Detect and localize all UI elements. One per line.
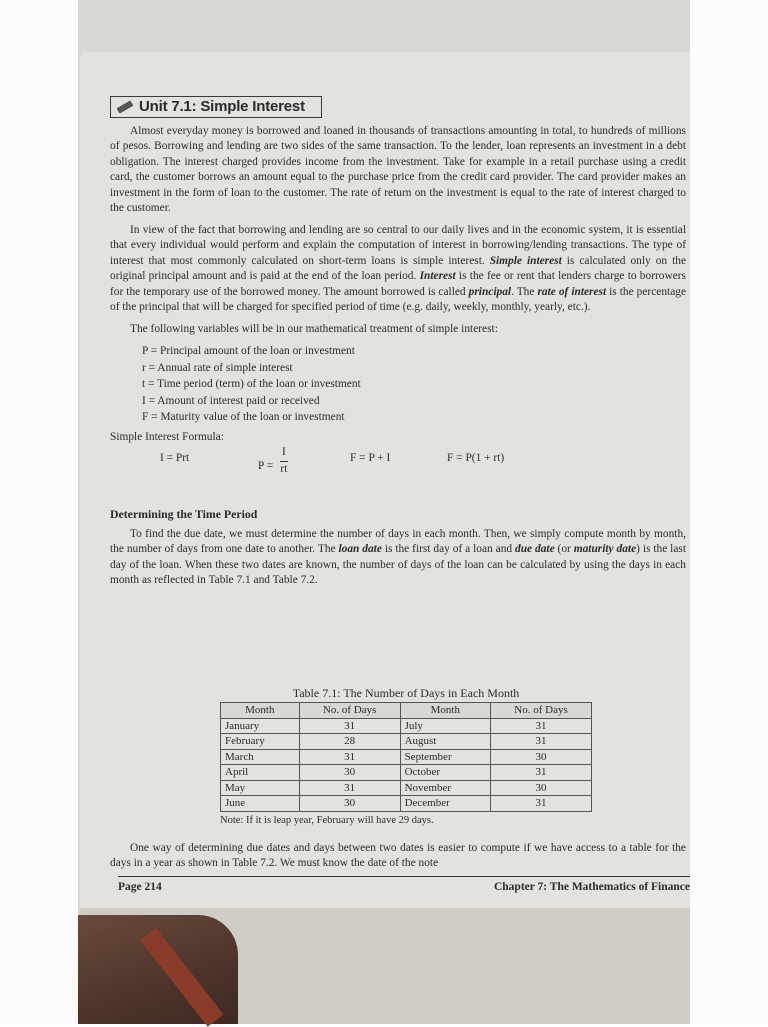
table-note: Note: If it is leap year, February will have 29 days. (220, 815, 434, 826)
col-days: No. of Days (299, 703, 400, 719)
table-row (221, 765, 592, 781)
time-period-paragraph: To find the due date, we must determine the number of days in each month. Then, we simply compute month by month, the number of days from one date to another. The loan date is the first day of a loan and due date (or maturity date) is the last day of the loan. When these two dates are known, the number of days of the loan can be calculated by using the days in each month as reflected in Table 7.1 and Table 7.2. (110, 527, 686, 586)
page-number: Page 214 (118, 881, 162, 893)
table-caption: Table 7.1: The Number of Days in Each Month (292, 686, 520, 700)
table-cell: 28 (299, 734, 400, 750)
table-cell: August (400, 734, 491, 750)
fraction-numerator: I (280, 445, 288, 462)
table-container (110, 676, 592, 816)
closing-paragraph: One way of determining due dates and days between two dates is easier to compute if we have access to a table for the days in a year as shown in Table 7.2. We must know the date of the note (110, 841, 686, 869)
table-row (221, 749, 592, 765)
table-cell: February (221, 734, 300, 750)
term-simple-interest: Simple interest (489, 254, 562, 267)
table-cell: October (400, 765, 491, 781)
definition-paragraph: In view of the fact that borrowing and lending are so central to our daily lives and in the economic system, it is essential that every individual would perform and explain the computation of interest in borrowing/lending transactions. The type of interest that most commonly calculated on short-term loans is simple interest. Simple interest is calculated only on the original principal amount and is paid at the end of the loan period. Interest is the fee or rent that lenders charge to borrowers for the temporary use of the borrowed money. The amount borrowed is called principal. The rate of interest is the percentage of the principal that will be charged for specified period of time (e.g. daily, weekly, monthly, yearly, etc.). (110, 223, 687, 313)
term-loan-date: loan date (338, 543, 382, 555)
table-cell: 30 (299, 796, 400, 812)
term-interest: Interest (419, 270, 456, 282)
table-cell: September (400, 749, 491, 765)
formula-maturity-sum: F = P + I (350, 452, 391, 464)
table-cell: March (221, 749, 300, 765)
col-days: No. of Days (491, 703, 592, 719)
table-cell: 30 (491, 749, 592, 765)
table-cell: April (221, 765, 300, 781)
formula-principal-lhs: P = (258, 460, 274, 472)
formula-interest: I = Prt (160, 452, 190, 464)
formula-principal-fraction (280, 445, 288, 477)
table-cell: May (221, 780, 300, 796)
formula-label: Simple Interest Formula: (110, 430, 224, 443)
left-background (0, 0, 78, 1024)
table-cell: 31 (491, 734, 592, 750)
table-cell: 31 (491, 796, 592, 812)
term-maturity-date: maturity date (573, 543, 637, 555)
term-rate-of-interest: rate of interest (537, 285, 607, 298)
formulas (110, 445, 686, 489)
section-title: Determining the Time Period (110, 507, 258, 521)
variables-intro: The following variables will be in our mathematical treatment of simple interest: (130, 322, 498, 335)
intro-paragraph: Almost everyday money is borrowed and loaned in thousands of transactions amounting in total, to hundreds of millions of pesos. Borrowing and lending are two sides of the same transaction. To the lender, loan represents an investment in a debt obligation. The interest charged provides income from the investment. Take for example in a retail purchase using a credit card, the customer borrows an amount equal to the purchase price from the credit card provider. The card provider makes an investment in the form of loan to the customer. The rate of return on the investment is equal to the rate of interest charged to the customer. (110, 124, 686, 214)
days-table-wrap (220, 686, 592, 812)
variables-list (142, 343, 686, 426)
table-cell: 30 (299, 765, 400, 781)
bottom-text (110, 812, 686, 878)
variable-item: I = Amount of interest paid or received (142, 394, 320, 407)
fraction-denominator: rt (280, 462, 288, 475)
formula-maturity-product: F = P(1 + rt) (447, 452, 505, 464)
variable-item: r = Annual rate of simple interest (142, 361, 293, 374)
table-cell: 31 (299, 718, 400, 734)
page-footer (118, 876, 690, 893)
pencil-icon (117, 100, 134, 113)
table-row (221, 734, 592, 750)
unit-title: Unit 7.1: Simple Interest (139, 98, 305, 115)
term-due-date: due date (515, 543, 555, 555)
table-cell: 31 (491, 765, 592, 781)
table-row (221, 796, 592, 812)
table-cell: January (221, 718, 300, 734)
table-header-row (221, 703, 592, 719)
right-background (688, 0, 768, 1024)
table-cell: December (400, 796, 491, 812)
days-table (220, 702, 592, 812)
table-cell: 31 (299, 749, 400, 765)
page-content (110, 96, 686, 595)
table-cell: 30 (491, 780, 592, 796)
col-month: Month (400, 703, 491, 719)
variable-item: t = Time period (term) of the loan or investment (142, 378, 361, 390)
unit-heading (110, 96, 322, 118)
table-row (221, 718, 592, 734)
variable-item: P = Principal amount of the loan or investment (142, 345, 355, 357)
table-cell: November (400, 780, 491, 796)
table-row (221, 780, 592, 796)
term-principal: principal (468, 285, 512, 298)
table-cell: 31 (491, 718, 592, 734)
col-month: Month (221, 703, 300, 719)
chapter-title: Chapter 7: The Mathematics of Finance (493, 881, 690, 893)
table-cell: June (221, 796, 300, 812)
variable-item: F = Maturity value of the loan or investment (142, 411, 345, 423)
table-cell: July (400, 718, 491, 734)
table-cell: 31 (299, 780, 400, 796)
